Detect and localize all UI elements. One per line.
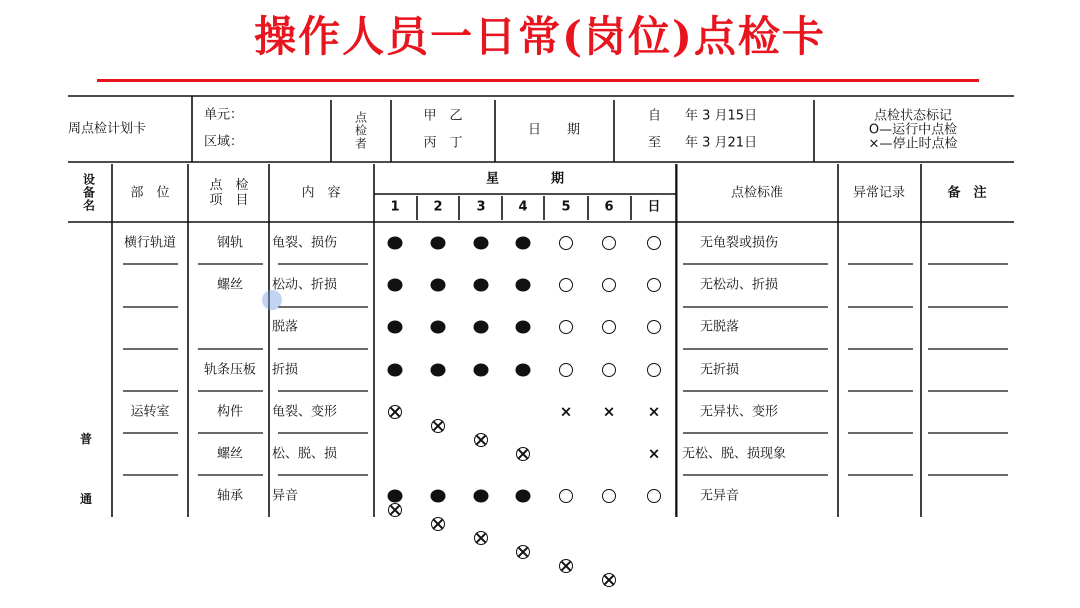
row-standard: 无异状、变形	[700, 404, 779, 420]
inspection-card	[68, 95, 1014, 519]
status-running: O—运行中点检	[868, 122, 958, 138]
row-standard: 无松动、折损	[700, 277, 779, 293]
title-underline	[97, 79, 979, 82]
row-content: 松动、折损	[272, 277, 338, 293]
row-item: 轴承	[216, 488, 244, 504]
crossed-circle-mark	[388, 503, 402, 517]
row-standard: 无龟裂或损伤	[700, 235, 779, 251]
col-equipment: 设备名	[82, 172, 95, 213]
filled-circle-mark	[474, 321, 489, 334]
filled-circle-mark	[388, 363, 403, 376]
row-content: 松、脱、损	[272, 446, 338, 462]
x-mark: ×	[647, 402, 661, 421]
row-content: 龟裂、变形	[272, 404, 338, 420]
filled-circle-mark	[516, 237, 531, 250]
crossed-circle-mark	[474, 531, 488, 545]
empty-circle-mark	[602, 320, 616, 334]
col-day-1: 1	[390, 199, 400, 215]
inspector-label: 点检者	[354, 110, 367, 151]
crossed-circle-mark	[388, 405, 402, 419]
filled-circle-mark	[431, 279, 446, 292]
col-part: 部 位	[130, 185, 170, 201]
row-standard: 无折损	[700, 362, 740, 378]
col-day-3: 3	[476, 199, 486, 215]
row-content: 龟裂、损伤	[272, 235, 338, 251]
col-day-4: 4	[518, 199, 528, 215]
crossed-circle-mark	[602, 573, 616, 587]
filled-circle-mark	[431, 363, 446, 376]
col-week: 星 期	[485, 171, 565, 187]
row-item: 钢轨	[216, 235, 244, 251]
filled-circle-mark	[516, 490, 531, 503]
mouse-cursor-highlight	[262, 290, 282, 310]
col-day-6: 6	[604, 199, 614, 215]
filled-circle-mark	[474, 279, 489, 292]
equipment-name: 普通	[79, 432, 92, 506]
card-name: 周点检计划卡	[68, 121, 147, 137]
crossed-circle-mark	[516, 447, 530, 461]
x-mark: ×	[602, 402, 616, 421]
col-content: 内 容	[301, 185, 341, 201]
filled-circle-mark	[516, 363, 531, 376]
empty-circle-mark	[559, 489, 573, 503]
row-standard: 无异音	[700, 488, 740, 504]
row-content: 折损	[272, 362, 299, 378]
empty-circle-mark	[647, 489, 661, 503]
filled-circle-mark	[431, 237, 446, 250]
row-standard: 无脱落	[700, 319, 740, 335]
date-from-value: 年 3 月15日	[685, 108, 758, 124]
date-to-label: 至	[648, 135, 662, 151]
x-mark: ×	[559, 402, 573, 421]
crossed-circle-mark	[431, 517, 445, 531]
page-title: 操作人员一日常(岗位)点检卡	[254, 12, 826, 61]
filled-circle-mark	[388, 237, 403, 250]
col-day-5: 5	[561, 199, 571, 215]
crossed-circle-mark	[431, 419, 445, 433]
date-from-label: 自	[648, 108, 662, 124]
empty-circle-mark	[602, 489, 616, 503]
empty-circle-mark	[559, 320, 573, 334]
row-item: 螺丝	[216, 446, 244, 462]
inspector-row2: 丙 丁	[423, 135, 463, 151]
empty-circle-mark	[602, 236, 616, 250]
row-item: 轨条压板	[203, 362, 257, 378]
crossed-circle-mark	[474, 433, 488, 447]
filled-circle-mark	[388, 279, 403, 292]
crossed-circle-mark	[559, 559, 573, 573]
filled-circle-mark	[516, 321, 531, 334]
empty-circle-mark	[647, 320, 661, 334]
col-day-7: 日	[647, 199, 661, 215]
empty-circle-mark	[647, 278, 661, 292]
empty-circle-mark	[559, 236, 573, 250]
date-label: 日 期	[527, 122, 581, 138]
col-day-2: 2	[433, 199, 443, 215]
row-item: 螺丝	[216, 277, 244, 293]
empty-circle-mark	[559, 278, 573, 292]
status-title: 点检状态标记	[873, 108, 953, 124]
unit-label: 单元：	[204, 107, 244, 123]
col-abnormal: 异常记录	[852, 185, 906, 201]
filled-circle-mark	[516, 279, 531, 292]
filled-circle-mark	[474, 237, 489, 250]
col-standard: 点检标准	[730, 185, 784, 201]
row-content: 脱落	[272, 319, 299, 335]
filled-circle-mark	[474, 490, 489, 503]
row-part: 运转室	[130, 404, 170, 420]
empty-circle-mark	[602, 363, 616, 377]
card-grid-lines	[68, 95, 1014, 519]
row-content: 异音	[272, 488, 299, 504]
filled-circle-mark	[388, 321, 403, 334]
filled-circle-mark	[474, 363, 489, 376]
area-label: 区域：	[204, 134, 244, 150]
filled-circle-mark	[431, 321, 446, 334]
row-item: 构件	[216, 404, 244, 420]
crossed-circle-mark	[516, 545, 530, 559]
empty-circle-mark	[647, 236, 661, 250]
inspector-row1: 甲 乙	[423, 108, 463, 124]
empty-circle-mark	[602, 278, 616, 292]
filled-circle-mark	[431, 490, 446, 503]
empty-circle-mark	[647, 363, 661, 377]
col-item: 点 检 项 目	[209, 178, 249, 208]
filled-circle-mark	[388, 490, 403, 503]
empty-circle-mark	[559, 363, 573, 377]
date-to-value: 年 3 月21日	[685, 135, 758, 151]
col-remark: 备 注	[947, 185, 987, 201]
row-part: 横行轨道	[123, 235, 177, 251]
status-stopped: ×—停止时点检	[868, 136, 958, 152]
row-standard: 无松、脱、损现象	[682, 446, 787, 462]
x-mark: ×	[647, 444, 661, 463]
